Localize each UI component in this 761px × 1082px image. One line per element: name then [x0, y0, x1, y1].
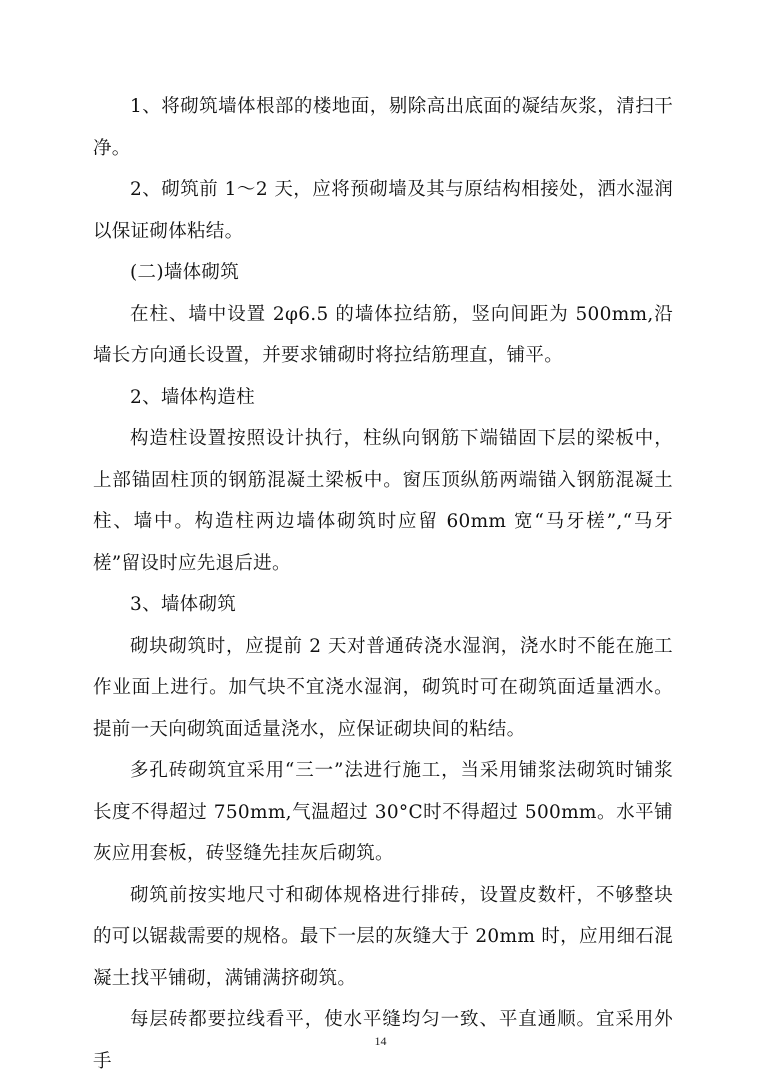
paragraph-wet-wall: 2、砌筑前 1～2 天，应将预砌墙及其与原结构相接处，洒水湿润以保证砌体粘结。 — [93, 179, 673, 242]
body-text — [93, 86, 673, 1082]
page-number: 14 — [374, 1034, 387, 1048]
paragraph-block-wetting: 砌块砌筑时，应提前 2 天对普通砖浇水湿润，浇水时不能在施工作业面上进行。加气块不宜浇水湿润，砌筑时可在砌筑面适量洒水。提前一天向砌筑面适量浇水，应保证砌块间的粘结。 — [93, 635, 673, 740]
paragraph-tie-bars: 在柱、墙中设置 2φ6.5 的墙体拉结筋，竖向间距为 500mm,沿墙长方向通长设置，并要求铺砌时将拉结筋理直，铺平。 — [93, 303, 673, 366]
paragraph-porous-brick: 多孔砖砌筑宜采用“三一”法进行施工，当采用铺浆法砌筑时铺浆长度不得超过 750mm,气温超过 30°C时不得超过 500mm。水平铺灰应用套板，砖竖缝先挂灰后砌筑。 — [93, 760, 673, 864]
paragraph-string-line: 每层砖都要拉线看平，使水平缝均匀一致、平直通顺。宜采用外手 — [93, 1009, 673, 1072]
paragraph-brick-layout: 砌筑前按实地尺寸和砌体规格进行排砖，设置皮数杆，不够整块的可以锯裁需要的规格。最下一层的灰缝大于 20mm 时，应用细石混凝土找平铺砌，满铺满挤砌筑。 — [93, 884, 673, 989]
heading-wall-masonry: (二)墙体砌筑 — [130, 262, 240, 283]
heading-wall-laying: 3、墙体砌筑 — [130, 594, 237, 615]
paragraph-clean-floor: 1、将砌筑墙体根部的楼地面，剔除高出底面的凝结灰浆，清扫干净。 — [93, 96, 673, 159]
paragraph-structural-column: 构造柱设置按照设计执行，柱纵向钢筋下端锚固下层的梁板中，上部锚固柱顶的钢筋混凝土梁板中。窗压顶纵筋两端锚入钢筋混凝土柱、墙中。构造柱两边墙体砌筑时应留 60mm 宽“马牙槎”,“马牙槎”留设时应先退后进。 — [93, 428, 673, 574]
heading-structural-column: 2、墙体构造柱 — [130, 386, 255, 408]
